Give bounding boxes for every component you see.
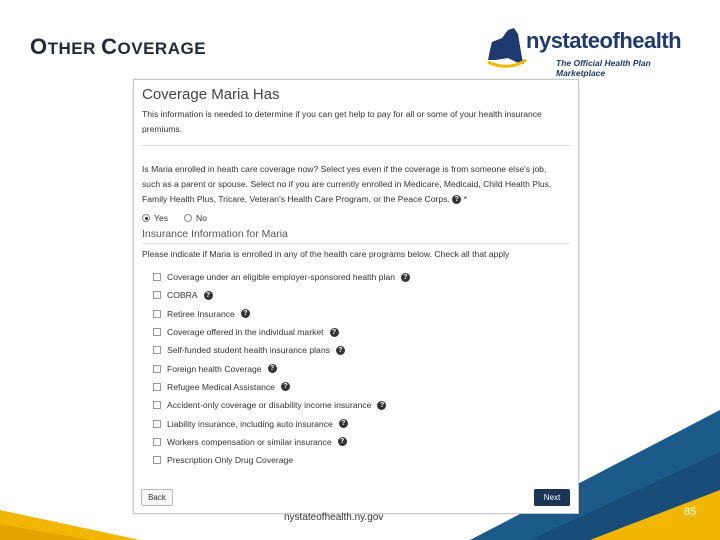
coverage-option[interactable]: [153, 433, 570, 451]
help-icon[interactable]: ?: [339, 419, 348, 428]
checkbox[interactable]: [153, 438, 161, 446]
title-rest-1: THER: [47, 39, 102, 58]
coverage-option[interactable]: [153, 396, 570, 414]
help-icon[interactable]: ?: [241, 309, 250, 318]
form-intro: This information is needed to determine if you can get help to pay for all or some of your health insurance premiums.: [142, 109, 542, 134]
coverage-option[interactable]: [153, 341, 570, 359]
coverage-option[interactable]: [153, 286, 570, 304]
insurance-instruction: Please indicate if Maria is enrolled in any of the health care programs below. Check all that apply: [142, 249, 510, 259]
coverage-option-label: Liability insurance, including auto insurance: [167, 418, 333, 429]
coverage-option[interactable]: [153, 378, 570, 396]
coverage-option-label: Accident-only coverage or disability income insurance: [167, 400, 372, 411]
checkbox[interactable]: [153, 420, 161, 428]
help-icon[interactable]: ?: [268, 364, 277, 373]
footer-url: nystateofhealth.ny.gov: [284, 512, 384, 523]
logo-ny: ny: [526, 28, 551, 53]
divider: [142, 243, 570, 244]
next-button[interactable]: Next: [534, 489, 570, 506]
new-york-state-icon: [486, 24, 528, 70]
coverage-option[interactable]: [153, 268, 570, 286]
help-icon[interactable]: ?: [336, 346, 345, 355]
coverage-option-label: Coverage offered in the individual market: [167, 327, 324, 338]
back-button[interactable]: Back: [141, 489, 173, 506]
coverage-option-label: Refugee Medical Assistance: [167, 381, 275, 392]
logo-tagline: The Official Health Plan Marketplace: [556, 58, 651, 78]
divider: [142, 145, 570, 146]
checkbox[interactable]: [153, 346, 161, 354]
help-icon[interactable]: ?: [204, 291, 213, 300]
help-icon[interactable]: ?: [281, 382, 290, 391]
coverage-checkbox-list: [153, 268, 570, 469]
radio-no-dot[interactable]: [184, 214, 192, 222]
checkbox[interactable]: [153, 291, 161, 299]
page-number: 85: [684, 506, 697, 518]
insurance-heading: Insurance Information for Maria: [142, 228, 288, 240]
logo-health: health: [619, 28, 682, 53]
help-icon[interactable]: ?: [452, 195, 461, 204]
radio-yes[interactable]: [142, 213, 168, 223]
checkbox[interactable]: [153, 273, 161, 281]
coverage-option-label: COBRA: [167, 290, 198, 301]
logo-wordmark: [526, 28, 681, 54]
coverage-question: [142, 162, 557, 207]
title-rest-2: OVERAGE: [117, 39, 207, 58]
title-initial-1: O: [30, 34, 48, 59]
help-icon[interactable]: ?: [330, 328, 339, 337]
help-icon[interactable]: ?: [377, 401, 386, 410]
coverage-option[interactable]: [153, 305, 570, 323]
checkbox[interactable]: [153, 310, 161, 318]
checkbox[interactable]: [153, 401, 161, 409]
coverage-option-label: Retiree Insurance: [167, 308, 235, 319]
radio-yes-label: Yes: [154, 213, 169, 223]
coverage-form-screenshot: [133, 79, 579, 514]
required-mark: *: [463, 194, 467, 204]
radio-yes-dot[interactable]: [142, 214, 150, 222]
coverage-question-text: Is Maria enrolled in heath care coverage now? Select yes even if the coverage is from someone else's job, such as a parent or spouse. Select no if you are currently enrolled in Medicare, Medicaid, Child Health Plus, Family Health Plus, Tricare, Veteran's Health Care Program, or the Peace Corps.: [142, 164, 552, 204]
form-heading: Coverage Maria Has: [142, 86, 280, 103]
coverage-option[interactable]: [153, 414, 570, 432]
checkbox[interactable]: [153, 365, 161, 373]
coverage-option-label: Workers compensation or similar insurance: [167, 436, 332, 447]
checkbox[interactable]: [153, 456, 161, 464]
title-initial-2: C: [101, 34, 118, 59]
nystateofhealth-logo: [486, 22, 700, 78]
coverage-option[interactable]: [153, 451, 570, 469]
help-icon[interactable]: ?: [401, 273, 410, 282]
coverage-option-label: Foreign health Coverage: [167, 363, 262, 374]
enrolled-radio-group: [142, 213, 570, 223]
checkbox[interactable]: [153, 383, 161, 391]
radio-no-label: No: [196, 213, 208, 223]
coverage-option-label: Coverage under an eligible employer-sponsored health plan: [167, 272, 395, 283]
coverage-option[interactable]: [153, 359, 570, 377]
logo-stateof: stateof: [550, 28, 620, 53]
radio-no[interactable]: [184, 213, 207, 223]
checkbox[interactable]: [153, 328, 161, 336]
slide-title: [30, 34, 206, 60]
coverage-option-label: Self-funded student health insurance plans: [167, 345, 330, 356]
coverage-option-label: Prescription Only Drug Coverage: [167, 455, 294, 466]
help-icon[interactable]: ?: [338, 437, 347, 446]
coverage-option[interactable]: [153, 323, 570, 341]
